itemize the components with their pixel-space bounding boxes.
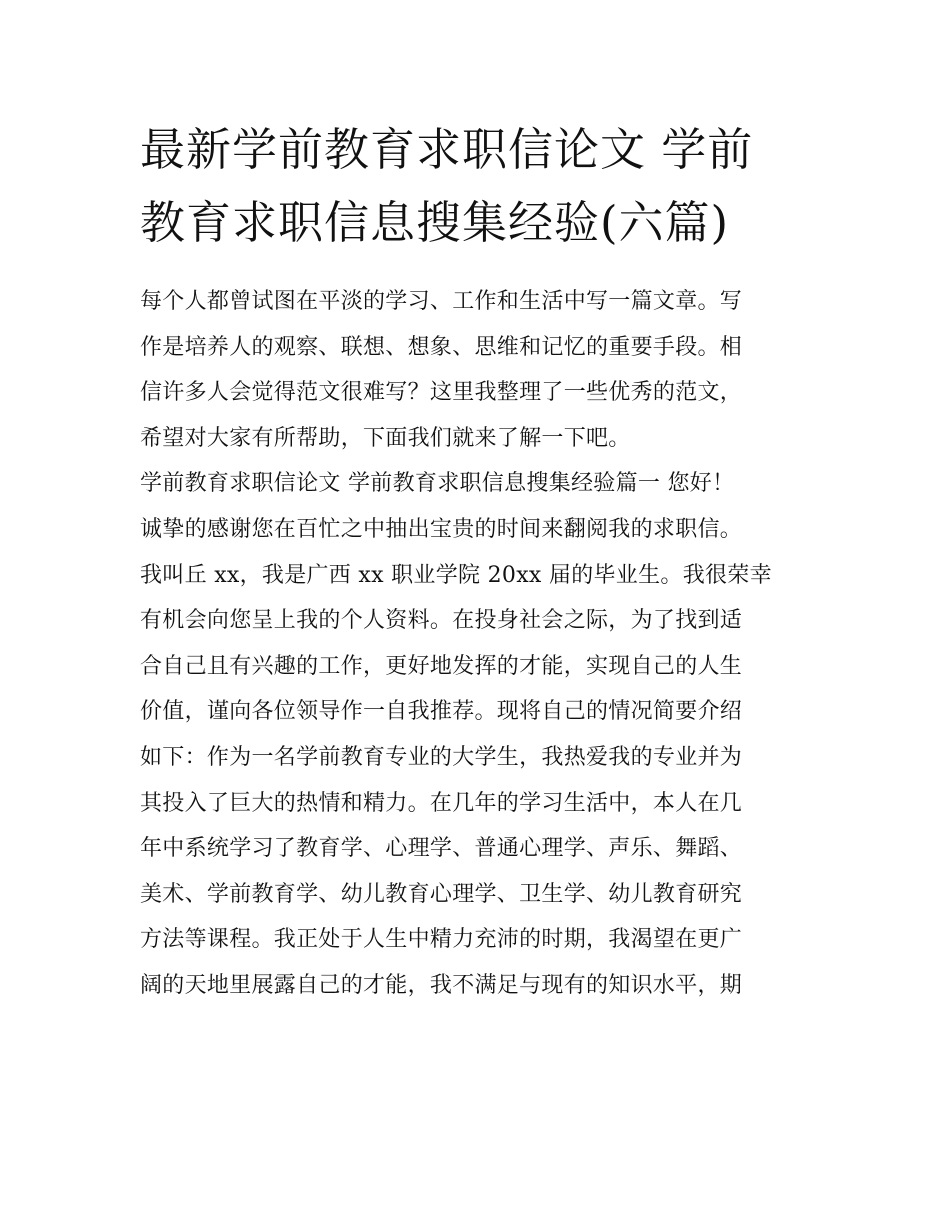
body-line: 阔的天地里展露自己的才能，我不满足与现有的知识水平，期: [140, 972, 743, 998]
body-line: 方法等课程。我正处于人生中精力充沛的时期，我渴望在更广: [140, 927, 743, 953]
section-heading-line: 学前教育求职信论文 学前教育求职信息搜集经验篇一 您好！: [140, 471, 735, 497]
body-line: 有机会向您呈上我的个人资料。在投身社会之际，为了找到适: [140, 608, 743, 634]
body-line: 诚挚的感谢您在百忙之中抽出宝贵的时间来翻阅我的求职信。: [140, 516, 743, 542]
body-line: 年中系统学习了教育学、心理学、普通心理学、声乐、舞蹈、: [140, 836, 743, 862]
title-line-2: 教育求职信息搜集经验(六篇): [140, 196, 730, 249]
body-line: 价值，谨向各位领导作一自我推荐。现将自己的情况简要介绍: [140, 699, 743, 725]
body-line: 信许多人会觉得范文很难写？这里我整理了一些优秀的范文，: [140, 380, 743, 406]
body-line: 合自己且有兴趣的工作，更好地发挥的才能，实现自己的人生: [140, 653, 743, 679]
body-line: 希望对大家有所帮助，下面我们就来了解一下吧。: [140, 425, 631, 451]
title-line-1: 最新学前教育求职信论文 学前: [140, 123, 754, 176]
body-line: 如下：作为一名学前教育专业的大学生，我热爱我的专业并为: [140, 744, 743, 770]
body-line: 每个人都曾试图在平淡的学习、工作和生活中写一篇文章。写: [140, 289, 743, 314]
body-line: 美术、学前教育学、幼儿教育心理学、卫生学、幼儿教育研究: [140, 881, 743, 907]
document-body: [140, 279, 830, 1009]
document-title: [140, 113, 820, 259]
body-line: 作是培养人的观察、联想、想象、思维和记忆的重要手段。相: [140, 334, 743, 360]
body-line: 其投入了巨大的热情和精力。在几年的学习生活中，本人在几: [140, 790, 743, 816]
body-line: 我叫丘 xx，我是广西 xx 职业学院 20xx 届的毕业生。我很荣幸: [140, 562, 772, 588]
